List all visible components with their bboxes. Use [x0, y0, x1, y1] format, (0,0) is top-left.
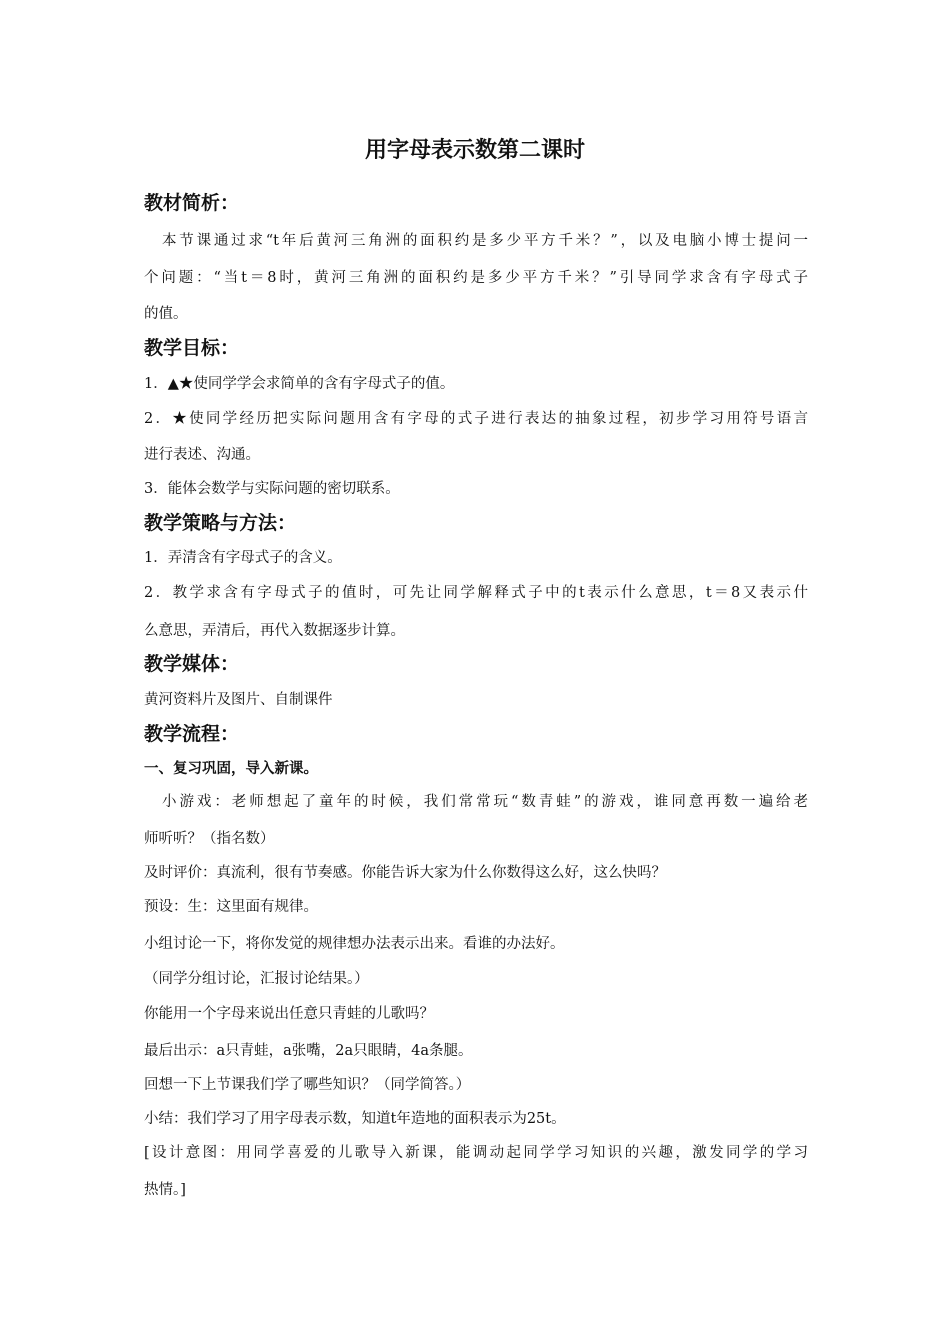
paragraph-line: （同学分组讨论，汇报讨论结果。）: [144, 971, 369, 987]
paragraph-line: 你能用一个字母来说出任意只青蛙的儿歌吗？: [144, 1006, 434, 1022]
list-item: 2．教学求含有字母式子的值时，可先让同学解释式子中的t表示什么意思，t＝8又表示什: [144, 585, 808, 601]
paragraph-line: 小组讨论一下，将你发觉的规律想办法表示出来。看谁的办法好。: [144, 936, 565, 952]
section-heading-strategy: 教学策略与方法：: [144, 512, 297, 534]
list-item: 3．能体会数学与实际问题的密切联系。: [144, 481, 400, 497]
paragraph-line: 热情。]: [144, 1182, 186, 1198]
paragraph-line: 回想一下上节课我们学了哪些知识？（同学简答。）: [144, 1077, 471, 1093]
list-item-continuation: 进行表述、沟通。: [144, 447, 260, 463]
list-item-continuation: 么意思，弄清后，再代入数据逐步计算。: [144, 623, 405, 639]
paragraph-line: 预设：生：这里面有规律。: [144, 899, 318, 915]
paragraph-line: 的值。: [144, 306, 188, 322]
paragraph-line: 黄河资料片及图片、自制课件: [144, 692, 333, 708]
list-item: 2．★使同学经历把实际问题用含有字母的式子进行表达的抽象过程，初步学习用符号语言: [144, 411, 808, 427]
list-item: 1．弄清含有字母式子的含义。: [144, 550, 342, 566]
list-item: 1．▲★使同学学会求简单的含有字母式子的值。: [144, 376, 455, 392]
paragraph-line: 及时评价：真流利，很有节奏感。你能告诉大家为什么你数得这么好，这么快吗？: [144, 865, 666, 881]
paragraph-line: 最后出示：a只青蛙，a张嘴，2a只眼睛，4a条腿。: [144, 1043, 473, 1059]
subsection-heading: 一、复习巩固，导入新课。: [144, 761, 318, 777]
paragraph-line: 小游戏：老师想起了童年的时候，我们常常玩“数青蛙”的游戏，谁同意再数一遍给老: [162, 794, 808, 810]
paragraph-line: 本节课通过求“t年后黄河三角洲的面积约是多少平方千米？”，以及电脑小博士提问一: [162, 233, 808, 249]
section-heading-media: 教学媒体：: [144, 653, 240, 675]
paragraph-line: [设计意图：用同学喜爱的儿歌导入新课，能调动起同学学习知识的兴趣，激发同学的学习: [144, 1145, 808, 1161]
paragraph-line: 小结：我们学习了用字母表示数，知道t年造地的面积表示为25t。: [144, 1111, 566, 1127]
paragraph-line: 个问题：“当t＝8时，黄河三角洲的面积约是多少平方千米？”引导同学求含有字母式子: [144, 270, 808, 286]
section-heading-material: 教材简析：: [144, 192, 240, 214]
section-heading-goals: 教学目标：: [144, 337, 240, 359]
section-heading-process: 教学流程：: [144, 723, 240, 745]
paragraph-line: 师听听？（指名数）: [144, 831, 275, 847]
page-title: 用字母表示数第二课时: [364, 138, 585, 163]
